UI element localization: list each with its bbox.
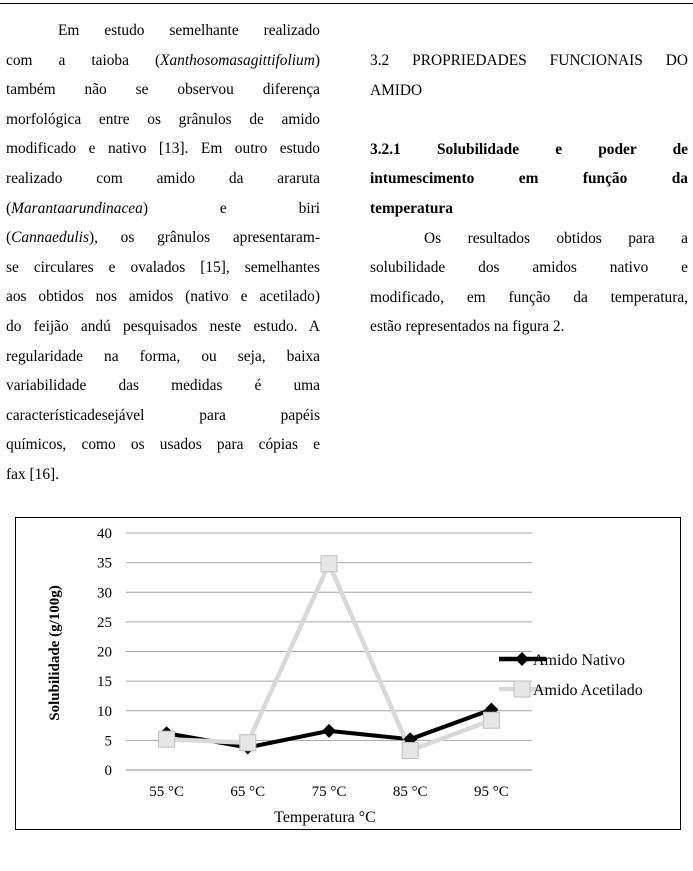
text-line: também não se observou diferença [6, 81, 320, 99]
data-point [483, 712, 499, 728]
text-line: realizado com amido da araruta [6, 169, 320, 187]
y-tick-label: 30 [97, 585, 112, 602]
text-line: (Cannaedulis), os grânulos apresentaram- [6, 229, 320, 247]
subsection-heading: intumescimento em função da [370, 170, 688, 188]
y-tick-label: 25 [97, 614, 112, 631]
species-name: Cannaedulis [11, 229, 89, 247]
y-axis-label: Solubilidade (g/100g) [47, 585, 63, 721]
data-point [402, 742, 418, 758]
data-point [322, 724, 336, 738]
y-tick-label: 10 [97, 703, 112, 720]
x-tick-label: 65 °C [230, 784, 266, 800]
legend-label: Amido Acetilado [533, 682, 643, 699]
text-line: fax [16]. [6, 465, 59, 483]
y-tick-label: 0 [104, 763, 112, 779]
data-point [159, 731, 175, 747]
y-tick-label: 20 [97, 644, 112, 661]
y-tick-label: 35 [97, 555, 112, 572]
text-line: com a taioba (Xanthosomasagittifolium) [6, 51, 320, 69]
text-line: solubilidade dos amidos nativo e [370, 259, 688, 277]
text-line: variabilidade das medidas é uma [6, 377, 320, 395]
x-tick-label: 85 °C [392, 784, 428, 800]
y-tick-label: 40 [97, 526, 112, 542]
x-tick-label: 75 °C [311, 784, 347, 800]
text-line: Em estudo semelhante realizado [58, 22, 320, 39]
chart-svg [16, 518, 680, 829]
x-axis-label: Temperatura °C [274, 809, 376, 826]
text-line: característicadesejável para papéis [6, 406, 320, 424]
text-line: morfológica entre os grânulos de amido [6, 110, 320, 128]
data-point [321, 556, 337, 572]
species-name: Marantaarundinacea [11, 199, 143, 217]
text-line: se circulares e ovalados [15], semelhantes [6, 258, 320, 276]
species-name: Xanthosomasagittifolium [160, 51, 315, 69]
y-tick-labels [97, 526, 112, 779]
y-tick-label: 5 [104, 733, 112, 750]
x-tick-labels [149, 784, 509, 800]
text-line: modificado e nativo [13]. Em outro estudo [6, 140, 320, 158]
text-line: modificado, em função da temperatura, [370, 288, 688, 306]
section-heading: 3.2 PROPRIEDADES FUNCIONAIS DO [370, 52, 688, 69]
solubility-chart [15, 517, 681, 830]
text-line: (Marantaarundinacea) e biri [6, 199, 320, 217]
x-tick-label: 55 °C [149, 784, 184, 800]
data-point [240, 735, 256, 751]
legend [499, 652, 643, 699]
subsection-heading: temperatura [370, 199, 453, 217]
subsection-heading: 3.2.1 Solubilidade e poder de [370, 140, 688, 158]
legend-marker [514, 681, 530, 697]
text-line: estão representados na figura 2. [370, 318, 565, 336]
text-line: Os resultados obtidos para a [424, 229, 688, 247]
right-column-text [370, 46, 688, 342]
left-column-text [6, 16, 320, 490]
x-tick-label: 95 °C [474, 784, 509, 800]
text-line: regularidade na forma, ou seja, baixa [6, 347, 320, 365]
text-line: químicos, como os usados para cópias e [6, 436, 320, 454]
section-heading: AMIDO [370, 81, 423, 99]
text-line: aos obtidos nos amidos (nativo e acetilado) [6, 288, 320, 306]
y-tick-label: 15 [97, 674, 112, 691]
text-line: do feijão andú pesquisados neste estudo. A [6, 317, 320, 335]
legend-marker [515, 652, 529, 666]
series-layer [159, 556, 500, 759]
legend-label: Amido Nativo [533, 652, 625, 669]
top-rule [0, 3, 693, 4]
